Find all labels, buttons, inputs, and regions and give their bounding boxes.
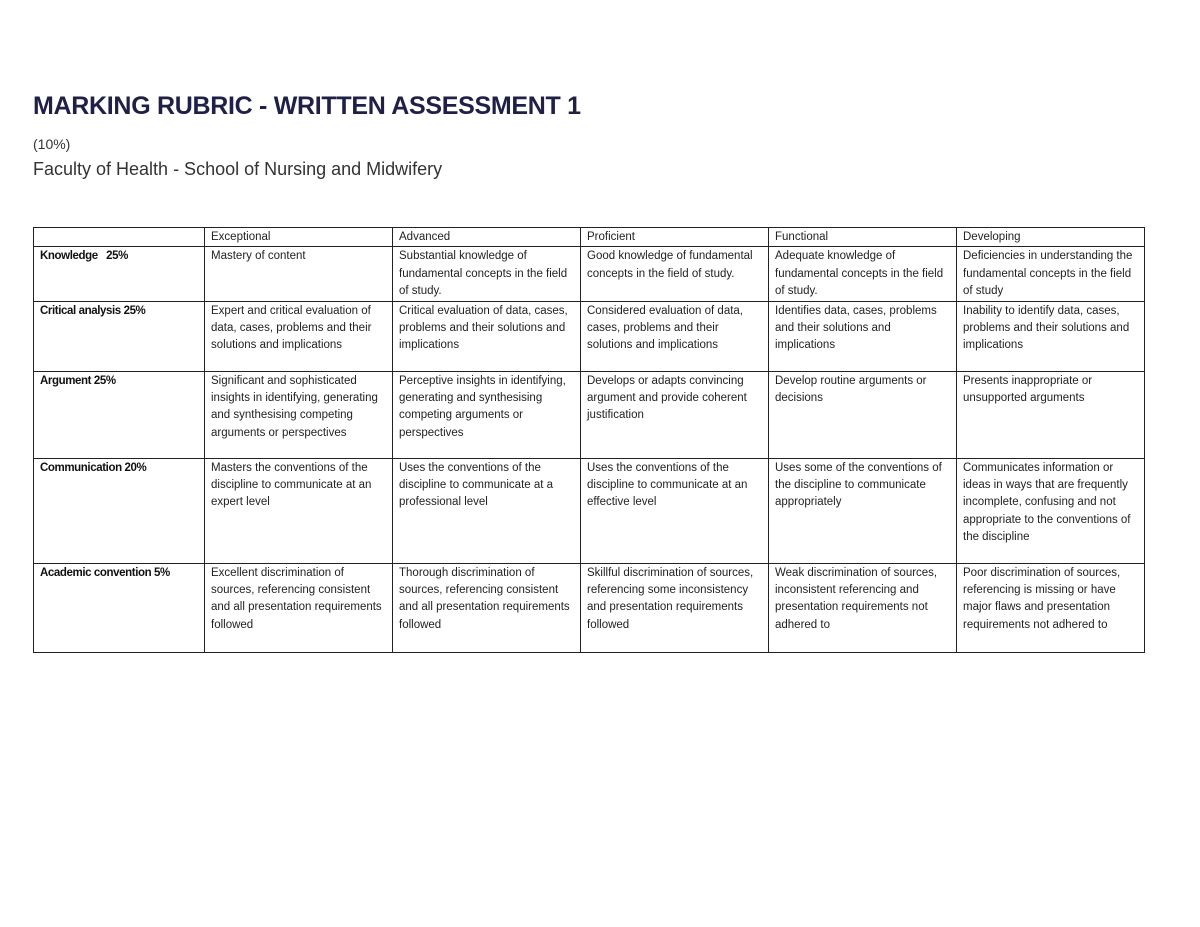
table-cell: Expert and critical evaluation of data, cases, problems and their solutions and implications [205, 301, 393, 371]
criterion-knowledge: Knowledge 25% [34, 247, 205, 301]
criterion-communication: Communication 20% [34, 458, 205, 563]
table-cell: Uses some of the conventions of the discipline to communicate appropriately [769, 458, 957, 563]
level-header-advanced: Advanced [393, 228, 581, 247]
table-cell: Considered evaluation of data, cases, problems and their solutions and implications [581, 301, 769, 371]
level-header-functional: Functional [769, 228, 957, 247]
marking-rubric-table [33, 227, 1145, 653]
table-cell: Significant and sophisticated insights in identifying, generating and synthesising competing arguments or perspectives [205, 371, 393, 458]
table-row-communication [34, 458, 1145, 563]
table-cell: Uses the conventions of the discipline to communicate at an effective level [581, 458, 769, 563]
table-cell: Identifies data, cases, problems and their solutions and implications [769, 301, 957, 371]
assessment-weight: (10%) [33, 136, 71, 152]
table-cell: Perceptive insights in identifying, generating and synthesising competing arguments or perspectives [393, 371, 581, 458]
level-header-proficient: Proficient [581, 228, 769, 247]
table-header-row [34, 228, 1145, 247]
table-cell: Weak discrimination of sources, inconsistent referencing and presentation requirements not adhered to [769, 563, 957, 652]
table-cell: Deficiencies in understanding the fundamental concepts in the field of study [957, 247, 1145, 301]
level-header-developing: Developing [957, 228, 1145, 247]
table-row-academic-convention [34, 563, 1145, 652]
table-cell: Develop routine arguments or decisions [769, 371, 957, 458]
faculty-subtitle: Faculty of Health - School of Nursing and Midwifery [33, 159, 443, 179]
table-cell: Communicates information or ideas in ways that are frequently incomplete, confusing and not appropriate to the conventions of the discipline [957, 458, 1145, 563]
table-cell: Thorough discrimination of sources, referencing consistent and all presentation requirements followed [393, 563, 581, 652]
table-cell: Presents inappropriate or unsupported arguments [957, 371, 1145, 458]
table-row-critical-analysis [34, 301, 1145, 371]
table-cell: Mastery of content [205, 247, 393, 301]
criterion-argument: Argument 25% [34, 371, 205, 458]
corner-cell [34, 228, 205, 247]
table-row-argument [34, 371, 1145, 458]
table-row-knowledge [34, 247, 1145, 301]
level-header-exceptional: Exceptional [205, 228, 393, 247]
table-cell: Inability to identify data, cases, problems and their solutions and implications [957, 301, 1145, 371]
table-cell: Poor discrimination of sources, referencing is missing or have major flaws and presentation requirements not adhered to [957, 563, 1145, 652]
table-cell: Critical evaluation of data, cases, problems and their solutions and implications [393, 301, 581, 371]
table-cell: Good knowledge of fundamental concepts in the field of study. [581, 247, 769, 301]
table-cell: Skillful discrimination of sources, referencing some inconsistency and presentation requirements followed [581, 563, 769, 652]
criterion-academic-convention: Academic convention 5% [34, 563, 205, 652]
page-title: MARKING RUBRIC - WRITTEN ASSESSMENT 1 [33, 92, 581, 120]
table-cell: Masters the conventions of the discipline to communicate at an expert level [205, 458, 393, 563]
table-cell: Excellent discrimination of sources, referencing consistent and all presentation requirements followed [205, 563, 393, 652]
table-cell: Substantial knowledge of fundamental concepts in the field of study. [393, 247, 581, 301]
table-cell: Uses the conventions of the discipline to communicate at a professional level [393, 458, 581, 563]
table-cell: Adequate knowledge of fundamental concepts in the field of study. [769, 247, 957, 301]
table-cell: Develops or adapts convincing argument and provide coherent justification [581, 371, 769, 458]
criterion-critical-analysis: Critical analysis 25% [34, 301, 205, 371]
